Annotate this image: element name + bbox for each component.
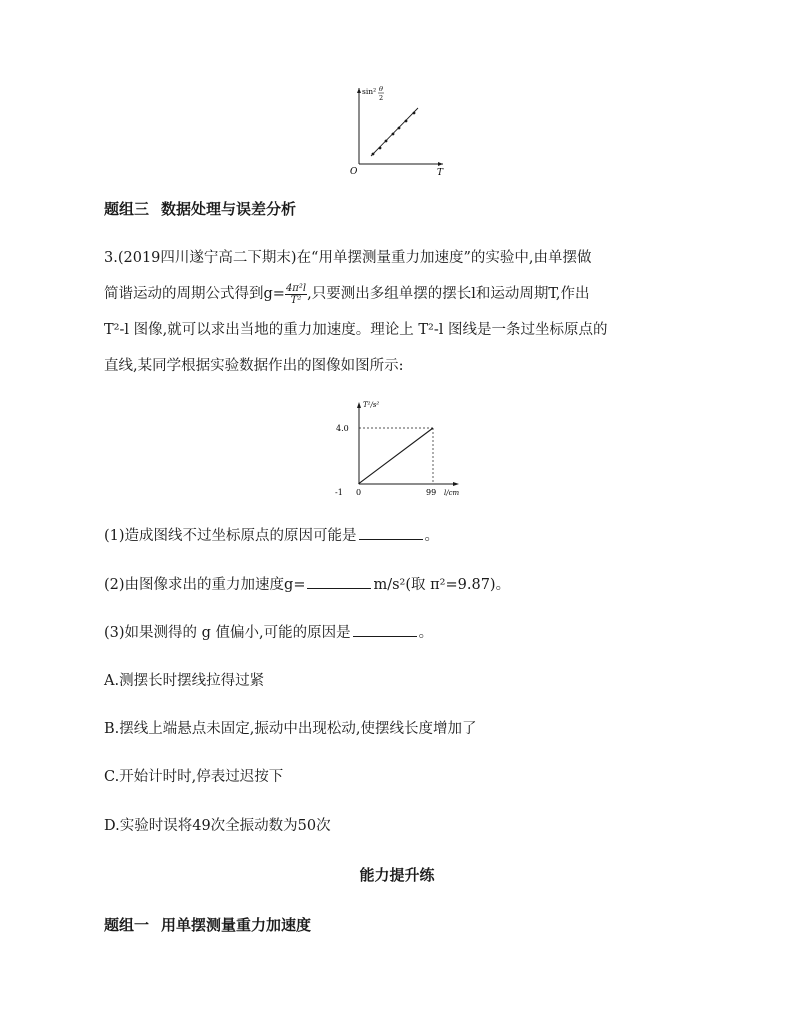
section-title: 能力提升练 [359, 866, 435, 884]
formula-fraction [285, 283, 307, 306]
question3-body [104, 240, 704, 384]
subq3-answer-blank[interactable] [353, 622, 417, 637]
chart-x-axis-arrow [453, 482, 459, 486]
subq3-text: (3)如果测得的 g 值偏小,可能的原因是 [104, 625, 351, 641]
figure-sin-vs-t-svg [345, 82, 450, 177]
x-tick-label: 99 [426, 488, 437, 497]
chart-y-axis-arrow [357, 402, 361, 408]
q3-line1-text: 在“用单摆测量重力加速度”的实验中,由单摆做 [296, 250, 592, 266]
fit-line [371, 108, 418, 156]
extrapolation-segment [358, 483, 359, 484]
y-label-two: 2 [379, 94, 384, 102]
subq2-end: m/s²(取 π²=9.87)。 [373, 577, 511, 593]
q3-line1 [104, 240, 704, 276]
series-line [359, 428, 433, 483]
option-a[interactable]: A.测摆长时摆线拉得过紧 [104, 673, 265, 689]
q3-line4: 直线,某同学根据实验数据作出的图像如图所示: [104, 358, 404, 374]
subq1-text: (1)造成图线不过坐标原点的原因可能是 [104, 528, 357, 544]
chart-t2-vs-l-svg [325, 398, 475, 502]
q3-line2 [104, 276, 704, 312]
section3-heading-number: 题组三 [104, 200, 150, 218]
chart-y-label: T²/s² [363, 401, 380, 409]
x-tick-label: 0 [356, 488, 362, 497]
subq1-end: 。 [424, 528, 440, 544]
option-c[interactable]: C.开始计时时,停表过迟按下 [104, 769, 284, 785]
data-point [379, 147, 382, 150]
subq1-answer-blank[interactable] [359, 525, 423, 540]
group1-heading-text: 用单摆测量重力加速度 [161, 916, 312, 934]
x-label-t: T [437, 168, 444, 177]
chart-x-label: l/cm [444, 489, 460, 497]
y-label-theta: θ [379, 85, 383, 93]
subquestion-3 [104, 615, 433, 651]
chart-t2-vs-l [325, 398, 475, 502]
subquestion-2 [104, 567, 510, 603]
option-d[interactable]: D.实验时误将49次全振动数为50次 [104, 818, 331, 834]
origin-label: O [350, 167, 358, 177]
q3-number: 3. [104, 250, 118, 266]
subq2-text: (2)由图像求出的重力加速度g= [104, 577, 306, 593]
data-point [385, 140, 388, 143]
q3-source: (2019四川遂宁高二下期末) [117, 250, 297, 266]
subq2-answer-blank[interactable] [307, 574, 371, 589]
option-b[interactable]: B.摆线上端悬点未固定,振动中出现松动,使摆线长度增加了 [104, 721, 477, 737]
data-point [405, 120, 408, 123]
formula-denominator: T² [290, 294, 302, 306]
subq3-end: 。 [418, 625, 434, 641]
q3-line2-start: 简谐运动的周期公式得到g= [104, 286, 285, 302]
subquestion-1 [104, 518, 439, 554]
section3-heading-text: 数据处理与误差分析 [161, 200, 297, 218]
y-label-sin: sin² [362, 87, 377, 96]
data-point [392, 133, 395, 136]
q3-line2-end: ,只要测出多组单摆的摆长l和运动周期T,作出 [307, 286, 590, 302]
group1-heading [104, 914, 311, 935]
figure-sin-vs-t [345, 82, 450, 177]
group1-heading-number: 题组一 [104, 916, 150, 934]
section3-heading [104, 198, 296, 219]
y-axis-arrow [357, 88, 361, 93]
x-axis-arrow [438, 162, 443, 166]
data-point [372, 153, 375, 156]
y-tick-label: 4.0 [336, 424, 349, 433]
data-point [413, 112, 416, 115]
q3-line3: T²-l 图像,就可以求出当地的重力加速度。理论上 T²-l 图线是一条过坐标原点的 [104, 322, 608, 338]
data-point [398, 127, 401, 130]
x-tick-label: -1 [335, 488, 343, 497]
formula-numerator: 4π²l [285, 282, 307, 294]
